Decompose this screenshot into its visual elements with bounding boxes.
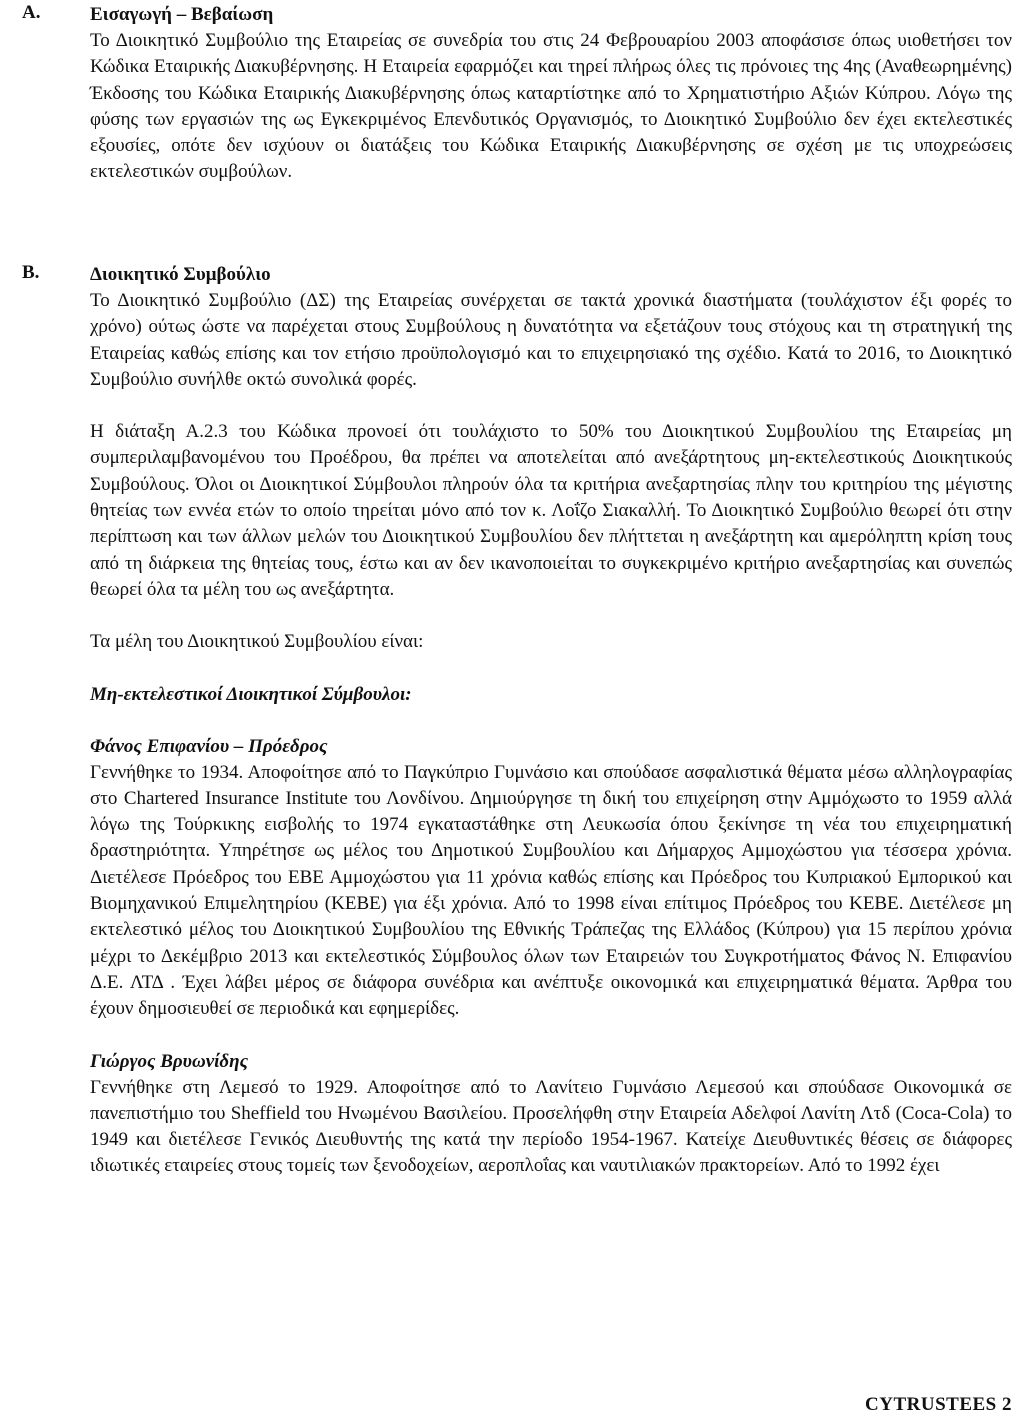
member-bio: Γεννήθηκε το 1934. Αποφοίτησε από το Παγκύπριο Γυμνάσιο και σπούδασε ασφαλιστικά θέματα μέσω αλληλογραφίας στο Chartered Insurance Institute του Λονδίνου. Δημιούργησε τη δική του επιχείρηση στην Αμμόχωστο το 1959 αλλά λόγω της Τούρκικης εισβολής το 1974 εγκαταστάθηκε στη Λευκωσία όπου ξεκίνησε τη νέα του επιχειρηματική δραστηριότητα. Υπηρέτησε ως μέλος του Δημοτικού Συμβουλίου και Δήμαρχος Αμμοχώστου για τέσσερα χρόνια. Διετέλεσε Πρόεδρος του ΕΒΕ Αμμοχώστου για 11 χρόνια καθώς επίσης και Πρόεδρος του Κυπριακού Εμπορικού και Βιομηχανικού Επιμελητηρίου (ΚΕΒΕ) για έξι χρόνια. Από το 1998 είναι επίτιμος Πρόεδρος του ΚΕΒΕ. Διετέλεσε μη εκτελεστικό μέλος του Διοικητικού Συμβουλίου της Εθνικής Τράπεζας της Ελλάδος (Κύπρου) για 15 περίπου χρόνια μέχρι το Δεκέμβριο 2013 και εκτελεστικός Σύμβουλος όλων των Εταιρειών του Συγκροτήματος Φάνος Ν. Επιφανίου Δ.Ε. ΛΤΔ . Έχει λάβει μέρος σε διάφορα συνέδρια και ανέπτυξε οικονομικά και επιχειρηματικά θέματα. Άρθρα του έχουν δημοσιευθεί σε περιοδικά και εφημερίδες. bbox=[90, 761, 1012, 1020]
members-intro: Τα μέλη του Διοικητικού Συμβουλίου είναι: bbox=[90, 631, 424, 653]
paragraph: Το Διοικητικό Συμβούλιο (ΔΣ) της Εταιρείας συνέρχεται σε τακτά χρονικά διαστήματα (τουλάχιστον έξι φορές το χρόνο) ούτως ώστε να παρέχεται στους Συμβούλους η δυνατότητα να εξετάζουν τους στόχους και τη στρατηγική της Εταιρείας καθώς επίσης και τον ετήσιο προϋπολογισμό και το επιχειρησιακό της σχέδιο. Κατά το 2016, το Διοικητικό Συμβούλιο συνήλθε οκτώ συνολικά φορές. bbox=[90, 290, 1012, 390]
member-name: Γιώργος Βρυωνίδης bbox=[90, 1050, 249, 1072]
members-subheading: Μη-εκτελεστικοί Διοικητικοί Σύμβουλοι: bbox=[90, 683, 412, 705]
section-board-of-directors bbox=[22, 262, 1012, 1180]
member-entry bbox=[90, 734, 1012, 1023]
paragraph: Η διάταξη Α.2.3 του Κώδικα προνοεί ότι τουλάχιστο το 50% του Διοικητικού Συμβουλίου της Εταιρείας μη συμπεριλαμβανομένου του Προέδρου, θα πρέπει να αποτελείται από ανεξάρτητους μη-εκτελεστικούς Διοικητικούς Συμβούλους. Όλοι οι Διοικητικοί Σύμβουλοι πληρούν όλα τα κριτήρια ανεξαρτησίας πλην του κριτηρίου της μέγιστης θητείας των εννέα ετών το οποίο τηρείται μόνο από τον κ. Λοΐζο Σιακαλλή. Το Διοικητικό Συμβούλιο θεωρεί ότι στην περίπτωση και των άλλων μελών του Διοικητικού Συμβουλίου δεν πλήττεται η ανεξάρτητη και αμερόληπτη κρίση τους από τη διάρκεια της θητείας τους, έστω και αν δεν ικανοποιείται το συγκεκριμένο κριτήριο ανεξαρτησίας και συνεπώς θεωρεί όλα τα μέλη του ως ανεξάρτητα. bbox=[90, 421, 1012, 600]
section-title: Εισαγωγή – Βεβαίωση bbox=[90, 4, 274, 25]
member-bio: Γεννήθηκε στη Λεμεσό το 1929. Αποφοίτησε από το Λανίτειο Γυμνάσιο Λεμεσού και σπούδασε Οικονομικά σε πανεπιστήμιο του Sheffield του Ηνωμένου Βασιλείου. Προσελήφθη στην Εταιρεία Αδελφοί Λανίτη Λτδ (Coca-Cola) το 1949 και διετέλεσε Γενικός Διευθυντής της κατά την περίοδο 1954-1967. Κατείχε Διευθυντικές θέσεις σε διάφορες ιδιωτικές εταιρείες στους τομείς των ξενοδοχείων, αεροπλοΐας και ναυτιλιακών πρακτορείων. Από το 1992 έχει bbox=[90, 1076, 1012, 1177]
section-letter: A. bbox=[22, 2, 41, 23]
member-name: Φάνος Επιφανίου – Πρόεδρος bbox=[90, 735, 328, 757]
section-letter: B. bbox=[22, 262, 40, 283]
page-footer-label: CYTRUSTEES 2 bbox=[865, 1394, 1012, 1415]
member-entry bbox=[90, 1049, 1012, 1180]
paragraph: Το Διοικητικό Συμβούλιο της Εταιρείας σε συνεδρία του στις 24 Φεβρουαρίου 2003 αποφάσισε όπως υιοθετήσει τον Κώδικα Εταιρικής Διακυβέρνησης. Η Εταιρεία εφαρμόζει και τηρεί πλήρως όλες τις πρόνοιες της 4ης (Αναθεωρημένης) Έκδοσης του Κώδικα Εταιρικής Διακυβέρνησης όπως καταρτίστηκε από το Χρηματιστήριο Αξιών Κύπρου. Λόγω της φύσης των εργασιών της ως Εγκεκριμένος Επενδυτικός Οργανισμός, το Διοικητικό Συμβούλιο δεν έχει εκτελεστικές εξουσίες, οπότε δεν ισχύουν οι διατάξεις του Κώδικα Εταιρικής Διακυβέρνησης σε σχέση με τις υποχρεώσεις εκτελεστικών συμβούλων. bbox=[90, 30, 1012, 183]
section-introduction bbox=[22, 2, 1012, 186]
section-title: Διοικητικό Συμβούλιο bbox=[90, 264, 271, 285]
